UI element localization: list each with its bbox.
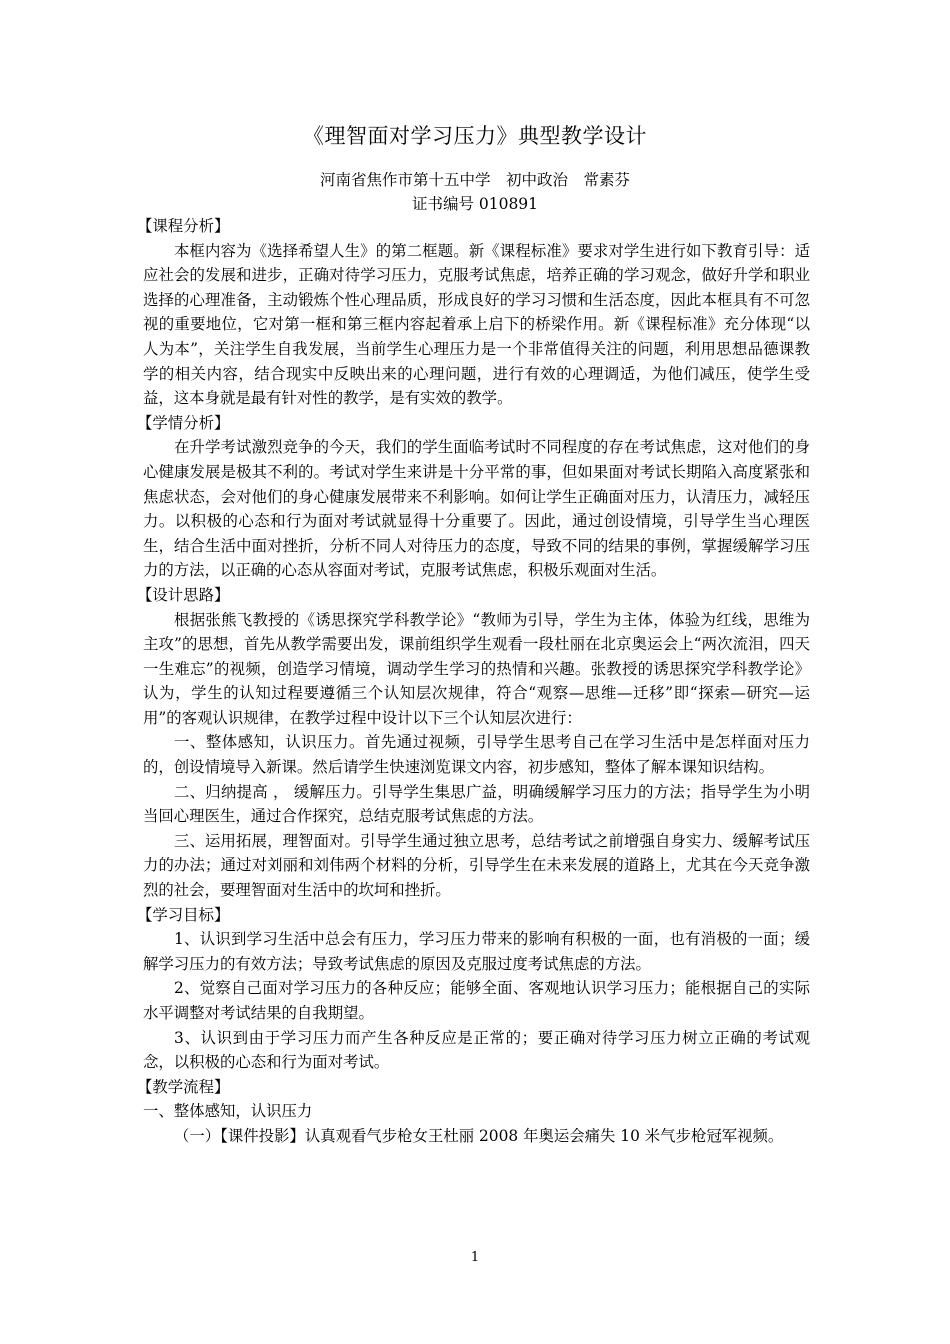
paragraph-student-analysis: 在升学考试激烈竞争的今天，我们的学生面临考试时不同程度的存在考试焦虑，这对他们的身心健康发展是极其不利的。考试对学生来讲是十分平常的事，但如果面对考试长期陷入高度紧张和焦虑状态，会对他们的身心健康发展带来不利影响。如何让学生正确面对压力，认清压力，减轻压力。以积极的心态和行为面对考试就显得十分重要了。因此，通过创设情境，引导学生当心理医生，结合生活中面对挫折，分析不同人对待压力的态度，导致不同的结果的事例，掌握缓解学习压力的方法，以正确的心态从容面对考试，克服考试焦虑，积极乐观面对生活。 [143,438,810,580]
section-heading-student-analysis: 【学情分析】 [137,413,230,432]
document-body [137,214,810,1149]
section-heading-teaching-flow: 【教学流程】 [137,1077,230,1096]
teaching-step-item: （一）【课件投影】认真观看气步枪女王杜丽 2008 年奥运会痛失 10 米气步枪冠军视频。 [174,1126,784,1145]
certificate-line: 证书编号 010891 [411,195,539,213]
paragraph-design-step-1: 一、整体感知，认识压力。首先通过视频，引导学生思考自己在学习生活中是怎样面对压力的，创设情境导入新课。然后请学生快速浏览课文内容，初步感知，整体了解本课知识结构。 [143,733,810,777]
learning-goal-1: 1、认识到学习生活中总会有压力，学习压力带来的影响有积极的一面，也有消极的一面；缓解学习压力的有效方法；导致考试焦虑的原因及克服过度考试焦虑的方法。 [143,930,810,973]
author-line: 河南省焦作市第十五中学 初中政治 常素芬 [319,171,630,189]
section-heading-learning-goals: 【学习目标】 [137,905,230,924]
document-title: 《理智面对学习压力》典型教学设计 [303,124,647,148]
learning-goal-2: 2、觉察自己面对学习压力的各种反应；能够全面、客观地认识学习压力；能根据自己的实际水平调整对考试结果的自我期望。 [143,979,810,1022]
teaching-step-title: 一、整体感知，认识压力 [143,1102,313,1121]
paragraph-course-analysis: 本框内容为《选择希望人生》的第二框题。新《课程标准》要求对学生进行如下教育引导：适应社会的发展和进步，正确对待学习压力，克服考试焦虑，培养正确的学习观念，做好升学和职业选择的心理准备，主动锻炼个性心理品质，形成良好的学习习惯和生活态度，因此本框具有不可忽视的重要地位，它对第一框和第三框内容起着承上启下的桥梁作用。新《课程标准》充分体现“以人为本”，关注学生自我发展，当前学生心理压力是一个非常值得关注的问题，利用思想品德课教学的相关内容，结合现实中反映出来的心理问题，进行有效的心理调适，为他们减压，使学生受益，这本身就是最有针对性的教学，是有实效的教学。 [143,241,810,408]
section-heading-design-idea: 【设计思路】 [137,585,230,604]
learning-goal-3: 3、认识到由于学习压力而产生各种反应是正常的；要正确对待学习压力树立正确的考试观念，以积极的心态和行为面对考试。 [143,1028,810,1072]
section-heading-course-analysis: 【课程分析】 [137,217,230,235]
paragraph-design-step-3: 三、运用拓展，理智面对。引导学生通过独立思考，总结考试之前增强自身实力、缓解考试压力的办法；通过对刘丽和刘伟两个材料的分析，引导学生在未来发展的道路上，尤其在今天竞争激烈的社会，要理智面对生活中的坎坷和挫折。 [143,831,810,900]
paragraph-design-idea: 根据张熊飞教授的《诱思探究学科教学论》“教师为引导，学生为主体，体验为红线，思维为主攻”的思想，首先从教学需要出发，课前组织学生观看一段杜丽在北京奥运会上“两次流泪，四天一生难忘”的视频，创造学习情境，调动学生学习的热情和兴趣。张教授的诱思探究学科教学论》认为，学生的认知过程要遵循三个认知层次规律，符合“观察—思维—迁移”即“探索—研究—运用”的客观认识规律，在教学过程中设计以下三个认知层次进行： [143,610,810,727]
page-number: 1 [470,1250,480,1265]
paragraph-design-step-2: 二、归纳提高 ， 缓解压力。引导学生集思广益，明确缓解学习压力的方法；指导学生为小明当回心理医生，通过合作探究，总结克服考试焦虑的方法。 [143,782,810,826]
